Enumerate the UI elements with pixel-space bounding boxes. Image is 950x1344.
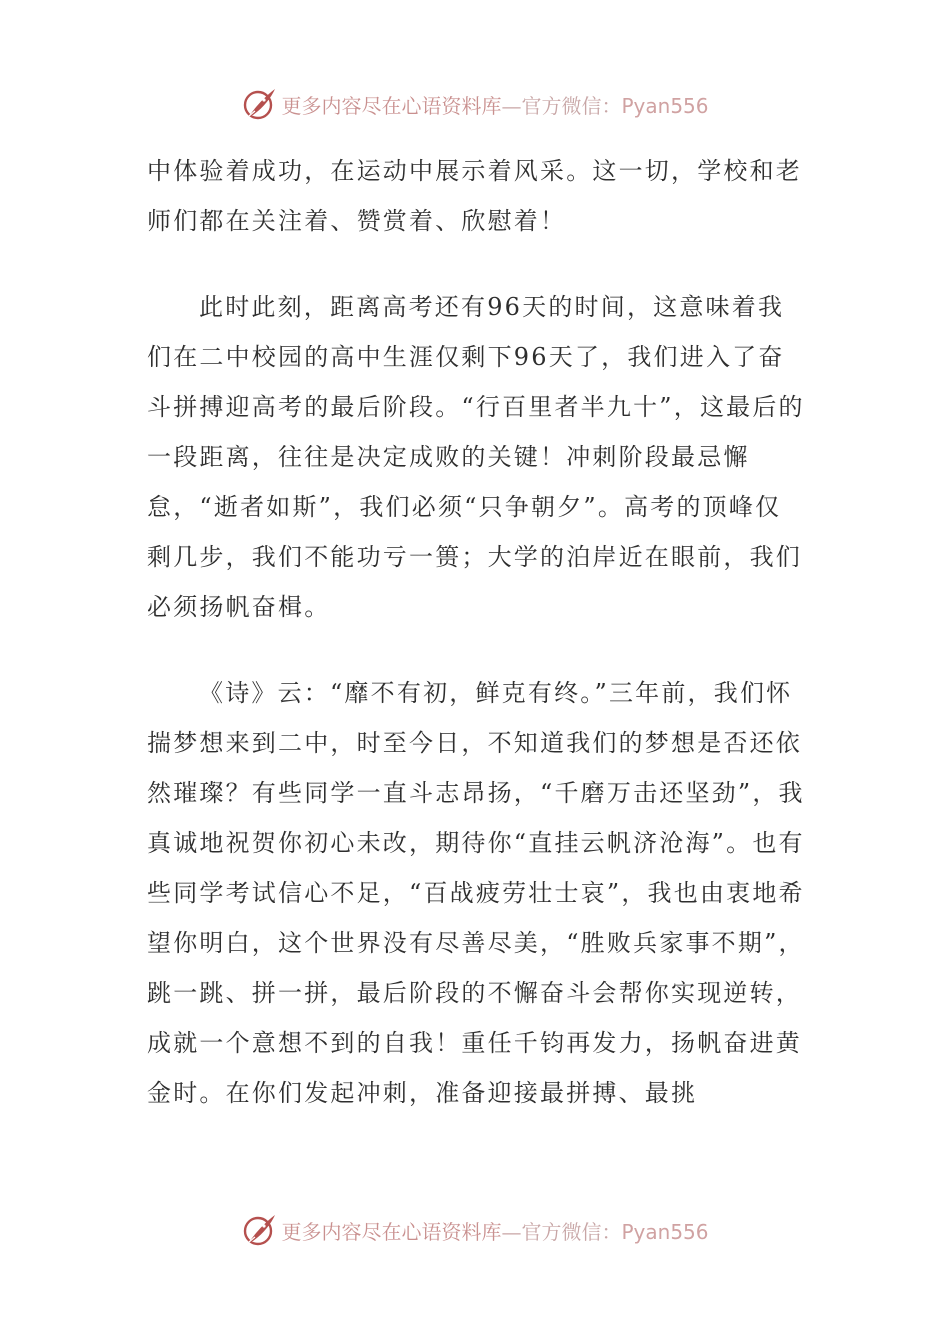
paragraph-1: 中体验着成功，在运动中展示着风采。这一切，学校和老师们都在关注着、赞赏着、欣慰着！ <box>147 157 802 235</box>
footer-banner <box>0 1210 950 1250</box>
quill-pen-logo-icon <box>241 86 277 122</box>
header-dash: — <box>501 93 522 118</box>
footer-wechat-id: Pyan556 <box>621 1219 709 1244</box>
quill-pen-logo-icon <box>241 1212 277 1248</box>
footer-brand: 更多内容尽在心语资料库 <box>281 1219 502 1244</box>
footer-banner-text <box>281 1216 708 1245</box>
document-body <box>147 146 807 1118</box>
footer-official-label: 官方微信： <box>521 1219 622 1244</box>
footer-dash: — <box>501 1219 522 1244</box>
header-banner-text <box>281 90 708 119</box>
paragraph-3: 《诗》云：“靡不有初，鲜克有终。”三年前，我们怀揣梦想来到二中，时至今日，不知道我们的梦想是否还依然璀璨？有些同学一直斗志昂扬，“千磨万击还坚劲”，我真诚地祝贺你初心未改，期待你“直挂云帆济沧海”。也有些同学考试信心不足，“百战疲劳壮士哀”，我也由衷地希望你明白，这个世界没有尽善尽美，“胜败兵家事不期”，跳一跳、拼一拼，最后阶段的不懈奋斗会帮你实现逆转，成就一个意想不到的自我！重任千钧再发力，扬帆奋进黄金时。在你们发起冲刺，准备迎接最拼搏、最挑 <box>147 679 805 1107</box>
paragraph-gap <box>147 246 807 282</box>
header-official-label: 官方微信： <box>521 93 622 118</box>
header-wechat-id: Pyan556 <box>621 93 709 118</box>
paragraph-gap <box>147 632 807 668</box>
header-brand: 更多内容尽在心语资料库 <box>281 93 502 118</box>
header-banner <box>0 84 950 124</box>
paragraph-2: 此时此刻，距离高考还有96天的时间，这意味着我们在二中校园的高中生涯仅剩下96天了，我们进入了奋斗拼搏迎高考的最后阶段。“行百里者半九十”，这最后的一段距离，往往是决定成败的关键！冲刺阶段最忌懈怠，“逝者如斯”，我们必须“只争朝夕”。高考的顶峰仅剩几步，我们不能功亏一篑；大学的泊岸近在眼前，我们必须扬帆奋楫。 <box>147 293 805 621</box>
